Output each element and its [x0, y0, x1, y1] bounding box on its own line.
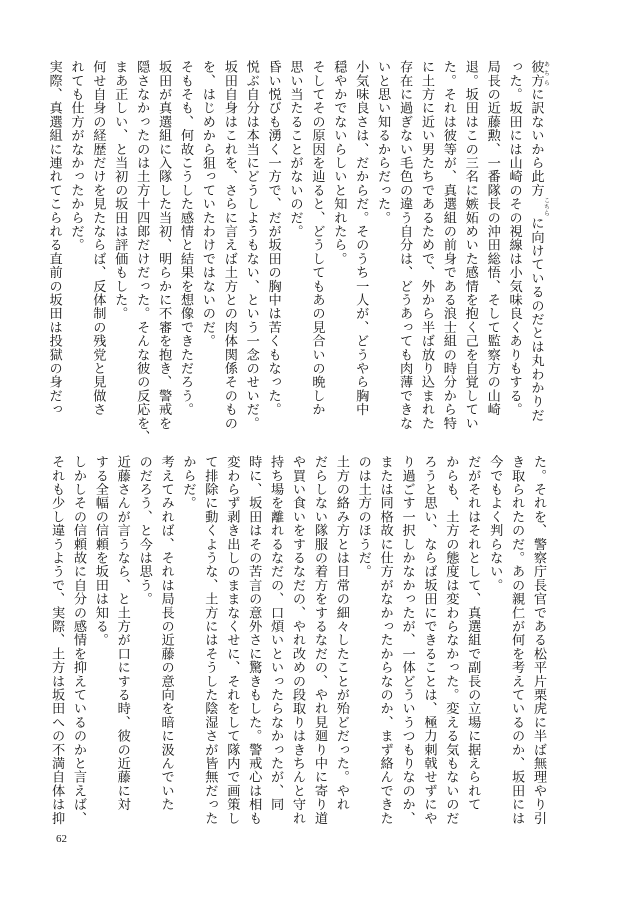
text-line: た。それは彼等が、真選組の前身である浪士組の時分から特 — [440, 60, 456, 430]
text-line: に土方に近い男たちであるためで、外から半ば放り込まれた — [418, 60, 434, 430]
text-line: する全幅の信頼を坂田は知る。 — [92, 455, 108, 647]
text-line: 土方の絡み方とは日常の細々したことが殆どだった。やれ — [333, 455, 349, 812]
text-line: 悦ぶ自分は本当にどうしようもない、という一念のせいだ。 — [243, 60, 259, 430]
text-line-first: 彼方 あちらに訳ないから此方こちらに向けているのだとは丸わかりだ — [528, 60, 550, 423]
text-line: 小気味良さは、だからだ。そのうち一人が、どうやら胸中 — [353, 60, 369, 417]
text-line: からも、土方の態度は変わらなかった。変える気もないのだ — [443, 455, 459, 825]
text-line: まあ正しい、と当初の坂田は評価もした。 — [112, 60, 128, 321]
text-line: だがそれはそれとして、真選組で副長の立場に据えられて — [465, 455, 481, 812]
text-line: ろうと思い、ならば坂田にできることは、極力刺戟せずにや — [421, 455, 437, 825]
text-line: または同格故に仕方がなかったからなのか、まず絡んできた — [377, 455, 393, 825]
main-text-upper-block — [43, 60, 550, 444]
text-line: 何せ自身の経歴だけを見たならば、反体制の残党と見做さ — [90, 60, 106, 417]
text-line: 存在に過ぎない毛色の違う自分は、どうあっても肉薄できな — [397, 60, 413, 430]
text-line: 隠さなかったのは土方十四郎だけだった。そんな彼の反応を、 — [134, 60, 150, 444]
text-line: り過ごす一択しかなかったが、一体どういうつもりなのか、 — [399, 455, 415, 825]
ruby-kochira: こちら — [542, 197, 550, 217]
text-line: 退。坂田はこの三名に嫉妬めいた感情を抱く己を自覚してい — [462, 60, 478, 430]
text-line: 実際、真選組に連れてこられる直前の坂田は投獄の身だっ — [46, 60, 62, 417]
text-line: しかしその信頼故に自分の感情を抑えているのかと言えば、 — [70, 455, 86, 825]
text-line: からだ。 — [180, 455, 196, 510]
main-text-lower-block — [45, 455, 549, 825]
text-line: った。坂田には山崎のその視線は小気味良くありもする。 — [506, 60, 522, 417]
text-line: のは土方のほうだ。 — [355, 455, 371, 579]
text-line: 局長の近藤勲、一番隊長の沖田総悟、そして監察方の山崎 — [484, 60, 500, 417]
text-line: 持ち場を離れるなだの、口煩いといったらなかったが、同 — [268, 455, 284, 812]
text-line: 今でもよく判らない。 — [487, 455, 503, 592]
text-line: 坂田自身はこれを、さらに言えば土方との肉体関係そのもの — [221, 60, 237, 430]
text-line: そもそも、何故こうした感情と結果を想像できただろう。 — [178, 60, 193, 417]
text-line: を、はじめから狙っていたわけではないのだ。 — [199, 60, 215, 348]
text-line: 考えてみれば、それは局長の近藤の意向を暗に汲んでいた — [158, 455, 174, 812]
ruby-kanata: 彼方 あちら — [528, 60, 550, 88]
page-number: 62 — [56, 833, 67, 845]
text-line: 思い当たることがないのだ。 — [287, 60, 303, 239]
text-line: 変わらず剥き出しのままなくせに、それをして隊内で画策し — [224, 455, 240, 825]
text-line: き取られたのだ。あの親仁が何を考えているのか、坂田には — [509, 455, 525, 825]
text-line: そしてその原因を辿ると、どうしてもあの見合いの晩しか — [309, 60, 325, 417]
text-line: 時に、坂田はその苦言の意外さに驚きもした。警戒心は相も — [246, 455, 262, 825]
text-line: れても仕方がなかったからだ。 — [68, 60, 84, 252]
text-line: のだろう、と今は思う。 — [136, 455, 152, 606]
text-line: や買い食いをするなだの、やれ改めの段取りはきちんと守れ — [290, 455, 306, 825]
text-line: た。それを、警察庁長官である松平片栗虎に半ば無理やり引 — [531, 455, 546, 825]
text-line: 坂田が真選組に入隊した当初、明らかに不審を抱き、警戒を — [156, 60, 172, 430]
text-line: だらしない隊服の着方をするなだの、やれ見廻り中に寄り道 — [311, 455, 327, 825]
text-line: いと思い知るからだった。 — [375, 60, 391, 225]
text-line: て排除に動くような、土方にはそうした陰湿さが皆無だった — [202, 455, 218, 825]
text-line: それも少し違うようで、実際、土方は坂田への不満自体は抑 — [49, 455, 65, 825]
text-line: 昏い悦びも湧く一方で、だが坂田の胸中は苦くもなった。 — [265, 60, 281, 417]
text-line: 近藤さんが言うなら、と土方が口にする時、彼の近藤に対 — [114, 455, 130, 812]
text-line: 穏やかでないらしいと知れたら。 — [331, 60, 347, 266]
